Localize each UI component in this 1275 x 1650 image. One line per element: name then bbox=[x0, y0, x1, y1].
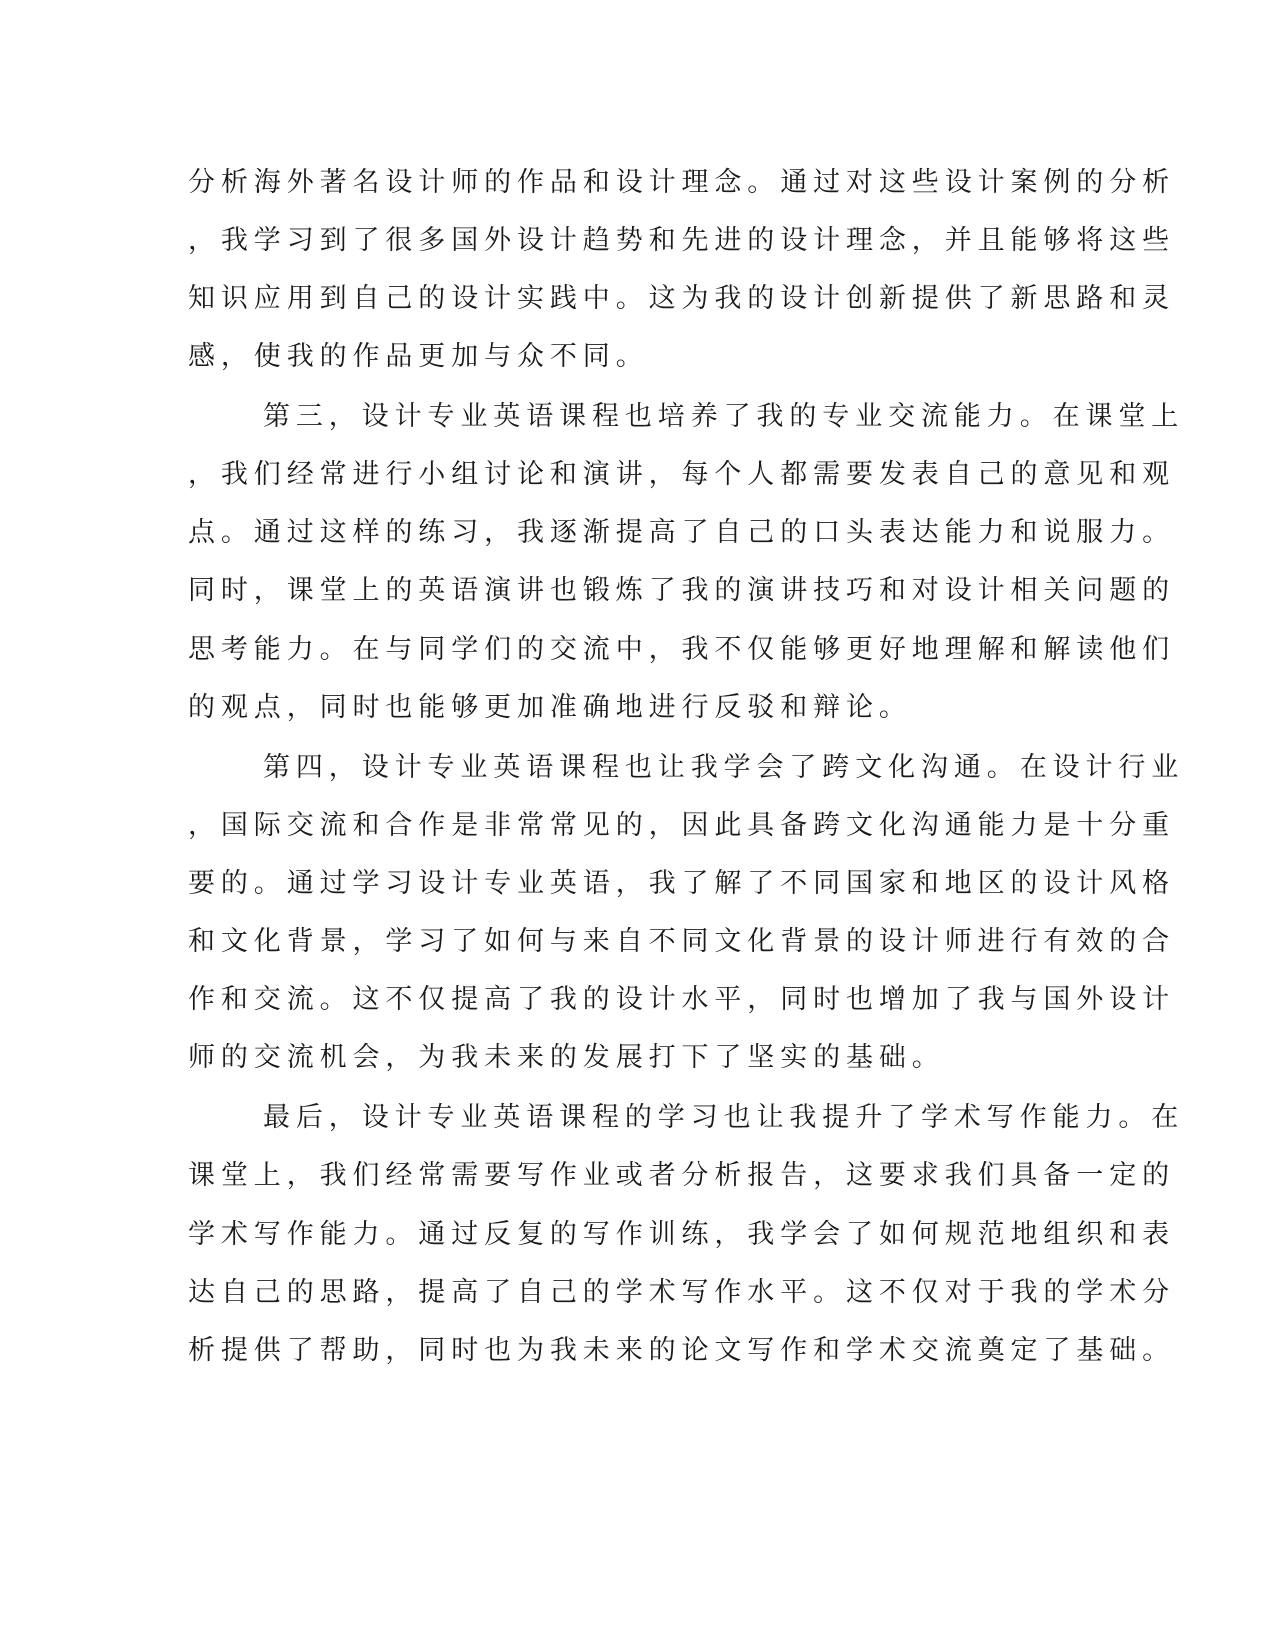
text-line: 点。通过这样的练习，我逐渐提高了自己的口头表达能力和说服力。 bbox=[188, 517, 1175, 548]
text-line: 最后，设计专业英语课程的学习也让我提升了学术写作能力。在 bbox=[263, 1102, 1185, 1133]
text-line: 学术写作能力。通过反复的写作训练，我学会了如何规范地组织和表 bbox=[188, 1219, 1175, 1250]
text-line: 的观点，同时也能够更加准确地进行反驳和辩论。 bbox=[188, 692, 912, 723]
text-line: 分析海外著名设计师的作品和设计理念。通过对这些设计案例的分析 bbox=[188, 167, 1175, 198]
text-line: 第四，设计专业英语课程也让我学会了跨文化沟通。在设计行业 bbox=[263, 752, 1185, 783]
text-line: 思考能力。在与同学们的交流中，我不仅能够更好地理解和解读他们 bbox=[188, 634, 1175, 665]
text-line: 达自己的思路，提高了自己的学术写作水平。这不仅对于我的学术分 bbox=[188, 1277, 1175, 1308]
text-line: 第三，设计专业英语课程也培养了我的专业交流能力。在课堂上 bbox=[263, 401, 1185, 432]
text-line: ，我们经常进行小组讨论和演讲，每个人都需要发表自己的意见和观 bbox=[188, 459, 1175, 490]
text-line: ，我学习到了很多国外设计趋势和先进的设计理念，并且能够将这些 bbox=[188, 225, 1175, 256]
text-line: 同时，课堂上的英语演讲也锻炼了我的演讲技巧和对设计相关问题的 bbox=[188, 575, 1175, 606]
text-line: 析提供了帮助，同时也为我未来的论文写作和学术交流奠定了基础。 bbox=[188, 1335, 1175, 1366]
text-line: 要的。通过学习设计专业英语，我了解了不同国家和地区的设计风格 bbox=[188, 868, 1175, 899]
text-line: 和文化背景，学习了如何与来自不同文化背景的设计师进行有效的合 bbox=[188, 926, 1175, 957]
text-line: 作和交流。这不仅提高了我的设计水平，同时也增加了我与国外设计 bbox=[188, 984, 1175, 1015]
text-line: 师的交流机会，为我未来的发展打下了坚实的基础。 bbox=[188, 1042, 945, 1073]
text-line: ，国际交流和合作是非常常见的，因此具备跨文化沟通能力是十分重 bbox=[188, 810, 1175, 841]
text-line: 知识应用到自己的设计实践中。这为我的设计创新提供了新思路和灵 bbox=[188, 283, 1175, 314]
text-line: 课堂上，我们经常需要写作业或者分析报告，这要求我们具备一定的 bbox=[188, 1160, 1175, 1191]
text-line: 感，使我的作品更加与众不同。 bbox=[188, 341, 649, 372]
